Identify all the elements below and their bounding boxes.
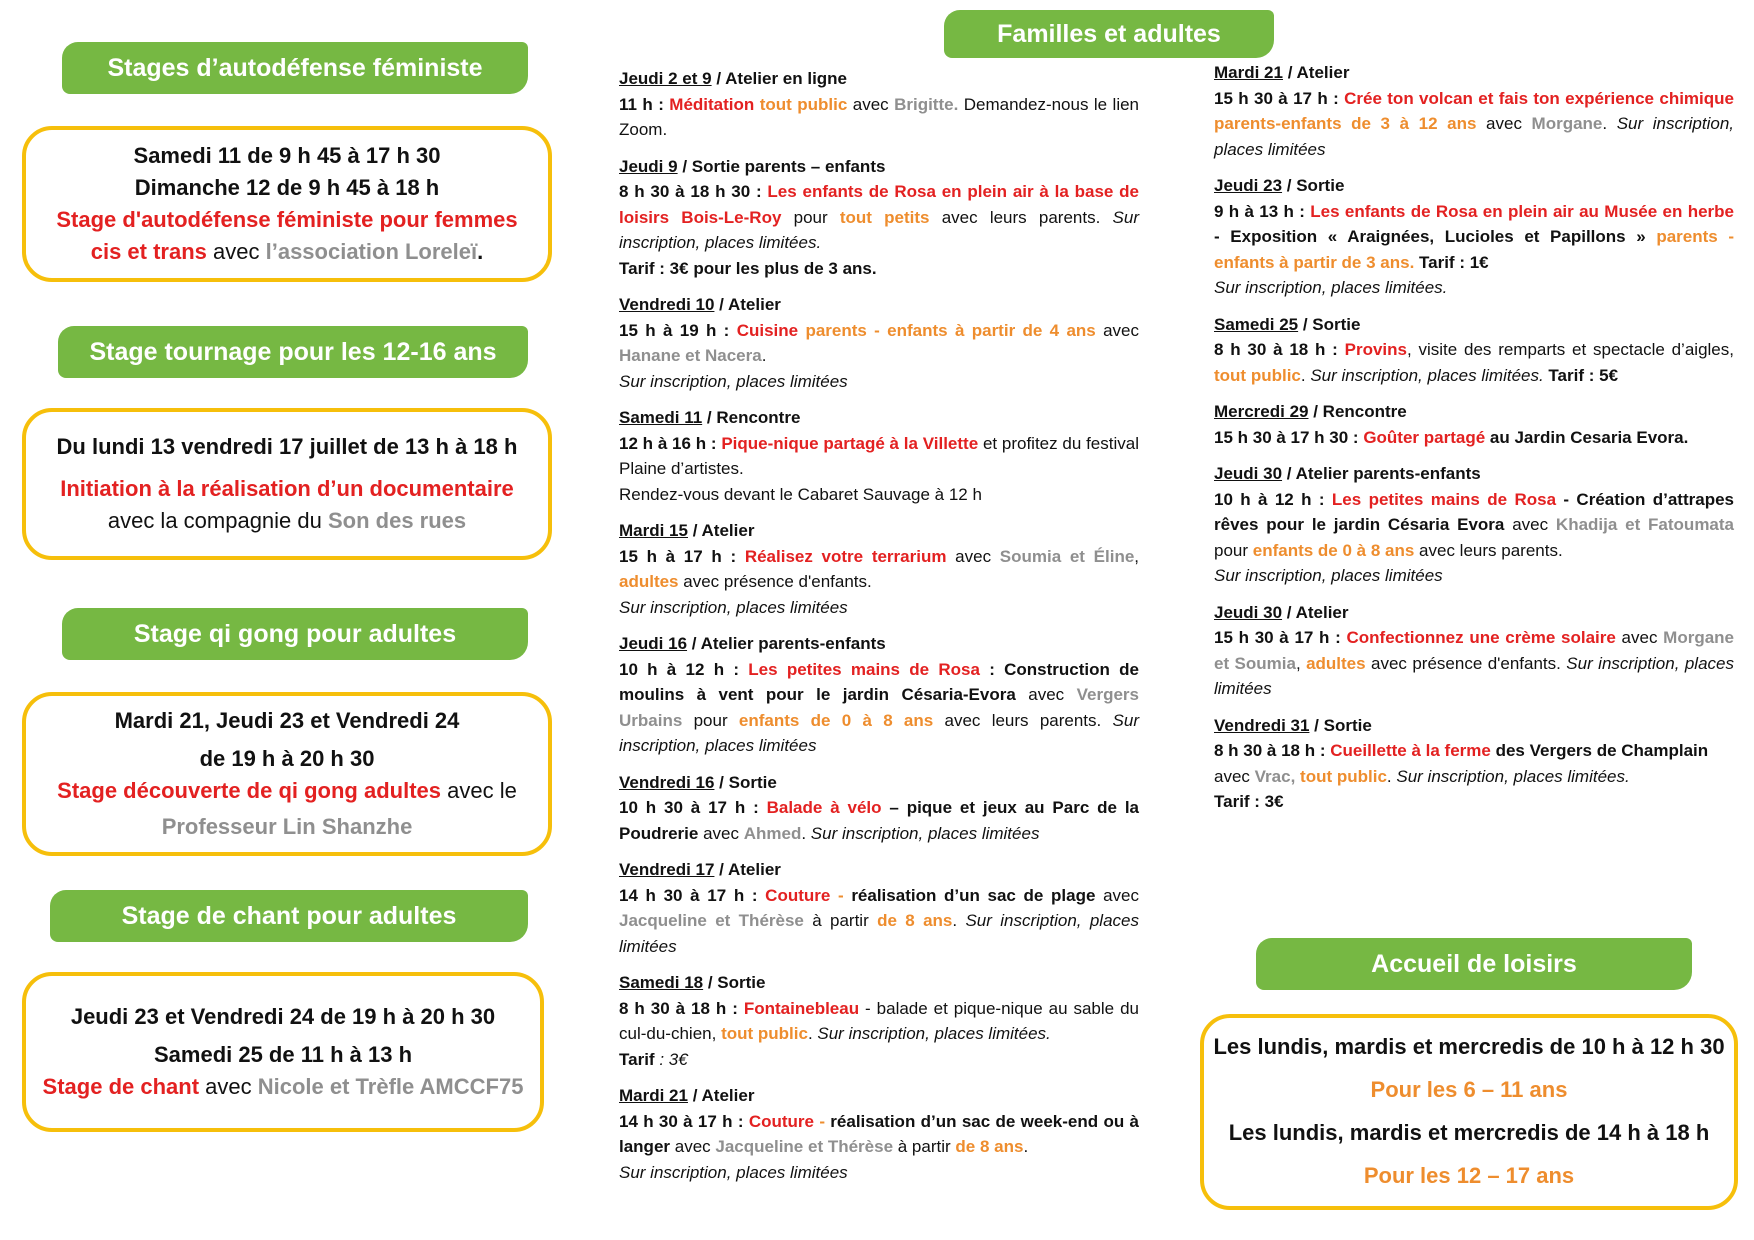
event-heading	[619, 66, 1139, 92]
price: Tarif : 5€	[1543, 365, 1619, 385]
text: réalisation d’un sac de plage	[851, 885, 1096, 905]
text: avec présence d'enfants.	[678, 572, 872, 591]
text: pour	[1214, 540, 1253, 560]
event-heading	[1214, 399, 1734, 425]
event-title: Couture	[765, 885, 831, 905]
registration-note: Sur inscription, places limitées	[619, 371, 848, 391]
event-time: 10 h à 12 h :	[1214, 489, 1332, 509]
event-date: Jeudi 30	[1214, 602, 1283, 622]
event-date: Vendredi 17	[619, 860, 715, 879]
event-date: Mercredi 29	[1214, 402, 1309, 421]
event-body	[1214, 487, 1734, 589]
text: avec leurs parents.	[1414, 540, 1563, 560]
event-kind: / Sortie parents – enfants	[677, 156, 886, 176]
event-title: Réalisez votre terrarium	[744, 546, 947, 566]
text: avec le	[441, 778, 517, 803]
event-body	[619, 883, 1139, 960]
host: Morgane et Soumia	[1214, 628, 1735, 673]
audience: tout public	[1300, 766, 1387, 786]
event-time: 8 h 30 à 18 h 30 :	[619, 182, 768, 201]
line: Du lundi 13 vendredi 17 juillet de 13 h à 18 h	[56, 434, 518, 460]
text: au Jardin Cesaria Evora.	[1485, 427, 1689, 447]
line	[91, 236, 484, 268]
event-body	[619, 544, 1139, 621]
event-body	[619, 92, 1139, 143]
text: Stage découverte de qi gong adultes	[57, 778, 442, 803]
price: Tarif	[619, 1049, 660, 1069]
text: .	[807, 1024, 818, 1043]
event-heading	[619, 405, 1139, 431]
event-title: Confectionnez une crème solaire	[1346, 628, 1616, 647]
banner-qigong: Stage qi gong pour adultes	[62, 608, 528, 660]
event-time: 8 h 30 à 18 h :	[1214, 340, 1345, 359]
line: Initiation à la réalisation d’un documentaire	[60, 476, 514, 502]
text: - Exposition « Araignées, Lucioles et Papillons »	[1214, 227, 1657, 246]
event-entry	[619, 154, 1139, 282]
text: à partir	[893, 1137, 956, 1156]
box-autodefense	[22, 126, 552, 282]
line: Samedi 25 de 11 h à 13 h	[153, 1042, 413, 1068]
text: .	[761, 346, 767, 365]
text: .	[801, 823, 811, 843]
event-body	[619, 996, 1139, 1073]
event-heading	[1214, 173, 1734, 199]
registration-note: Sur inscription, places limitées	[619, 1162, 848, 1182]
price: Tarif : 1€	[1414, 252, 1489, 272]
event-heading	[619, 518, 1139, 544]
event-kind: / Sortie	[714, 772, 777, 792]
audience: de 8 ans	[877, 911, 953, 930]
event-kind: / Sortie	[1298, 314, 1361, 334]
audience: parents - enfants à partir de 3 ans.	[1214, 227, 1734, 272]
event-heading	[1214, 600, 1734, 626]
event-time: 10 h 30 à 17 h :	[619, 798, 767, 817]
registration-note: Sur inscription, places limitées.	[1310, 365, 1544, 385]
event-entry	[619, 1083, 1139, 1185]
line: Dimanche 12 de 9 h 45 à 18 h	[134, 175, 440, 201]
event-time: 15 h à 17 h :	[619, 546, 745, 566]
registration-note: Sur inscription, places limitées	[619, 597, 848, 617]
event-body	[1214, 199, 1734, 301]
event-heading	[619, 770, 1139, 796]
host: Brigitte.	[894, 94, 959, 114]
event-title: Pique-nique partagé à la Villette	[721, 433, 979, 453]
event-entry	[1214, 173, 1734, 301]
event-body	[619, 1109, 1139, 1186]
text: pour	[781, 207, 840, 227]
host: Ahmed	[743, 823, 802, 843]
event-heading	[1214, 312, 1734, 338]
event-title: Provins	[1344, 340, 1407, 359]
text: Stage de chant	[42, 1073, 200, 1099]
text: des Vergers de Champlain	[1490, 741, 1709, 760]
schedule-line: Les lundis, mardis et mercredis de 10 h à 12 h 30	[1213, 1034, 1725, 1060]
event-body	[619, 318, 1139, 395]
text: avec	[1615, 628, 1664, 647]
event-kind: / Atelier	[714, 295, 781, 314]
event-date: Vendredi 10	[619, 295, 715, 314]
event-title: Crée ton volcan et fais ton expérience chimique	[1344, 88, 1734, 108]
text: avec	[1214, 766, 1255, 786]
host: Jacqueline et Thérèse	[715, 1137, 894, 1156]
event-body	[619, 795, 1139, 846]
registration-note: Sur inscription, places limitées.	[1214, 278, 1448, 297]
event-date: Jeudi 16	[619, 634, 688, 653]
events-column-right	[1214, 60, 1734, 826]
registration-note: Sur inscription, places limitées	[810, 823, 1040, 843]
text: avec	[946, 546, 1000, 566]
event-kind: / Atelier	[714, 860, 781, 879]
registration-note: Sur inscription, places limitées	[619, 710, 1139, 755]
event-time: 15 h 30 à 17 h 30 :	[1214, 427, 1364, 447]
audience: enfants de 0 à 8 ans	[1252, 540, 1415, 560]
event-date: Samedi 11	[619, 408, 703, 427]
text: avec la compagnie du	[107, 507, 328, 533]
event-title: Cueillette à la ferme	[1330, 741, 1491, 760]
event-kind: / Atelier en ligne	[711, 69, 848, 88]
event-title: Les petites mains de Rosa	[1331, 489, 1557, 509]
event-kind: / Sortie	[1309, 715, 1372, 735]
event-date: Jeudi 2 et 9	[619, 69, 712, 88]
line: Jeudi 23 et Vendredi 24 de 19 h à 20 h 30	[70, 1004, 496, 1030]
registration-note: Sur inscription, places limitées.	[619, 207, 1139, 252]
host: Hanane et Nacera	[619, 346, 762, 365]
event-time: 14 h 30 à 17 h :	[619, 1111, 749, 1131]
age-group: Pour les 6 – 11 ans	[1370, 1077, 1568, 1103]
box-accueil	[1200, 1014, 1738, 1210]
event-time: 15 h 30 à 17 h :	[1214, 88, 1345, 108]
text: - Création d’attrapes rêves pour le jardin Césaria Evora	[1214, 489, 1734, 534]
partner-name: Son des rues	[327, 507, 467, 533]
host: Vrac	[1254, 766, 1291, 786]
event-date: Jeudi 9	[619, 156, 678, 176]
event-body	[1214, 738, 1734, 815]
text: avec leurs parents.	[929, 207, 1113, 227]
text: avec	[199, 1073, 258, 1099]
text: cis et trans	[90, 238, 207, 264]
event-title: Couture	[748, 1111, 814, 1131]
text: -	[830, 885, 852, 905]
text: avec	[1476, 114, 1532, 133]
event-body	[1214, 337, 1734, 388]
box-chant	[22, 972, 544, 1132]
event-time: 9 h à 13 h :	[1214, 201, 1311, 221]
line: Samedi 11 de 9 h 45 à 17 h 30	[133, 143, 441, 169]
event-heading	[1214, 461, 1734, 487]
event-body	[619, 657, 1139, 759]
text: .	[1023, 1137, 1029, 1156]
banner-tournage: Stage tournage pour les 12-16 ans	[58, 326, 528, 378]
event-heading	[1214, 60, 1734, 86]
event-heading	[619, 154, 1139, 180]
text: ,	[1134, 546, 1140, 566]
price: Tarif : 3€ pour les plus de 3 ans.	[619, 258, 877, 278]
registration-note: Sur inscription, places limitées.	[1396, 766, 1630, 786]
price: Tarif : 3€	[1214, 792, 1284, 811]
line	[43, 1071, 524, 1103]
audience: adultes	[619, 572, 679, 591]
text: pour	[682, 710, 739, 730]
event-entry	[619, 631, 1139, 759]
event-entry	[1214, 461, 1734, 589]
event-kind: / Sortie	[1282, 176, 1345, 195]
host: Soumia et Éline	[999, 546, 1135, 566]
registration-note: Sur inscription, places limitées	[619, 911, 1139, 956]
event-title: Goûter partagé	[1363, 427, 1486, 447]
audience: tout public	[721, 1024, 808, 1043]
text: réalisation d’un sac de week-end ou à langer	[619, 1111, 1139, 1156]
event-heading	[619, 292, 1139, 318]
event-title: Les enfants de Rosa en plein air à la base de loisirs Bois-Le-Roy	[619, 182, 1139, 227]
event-date: Vendredi 31	[1214, 715, 1310, 735]
event-date: Mardi 15	[619, 521, 688, 540]
event-date: Mardi 21	[619, 1086, 688, 1105]
event-heading	[619, 1083, 1139, 1109]
text: et profitez du festival Plaine d’artistes.	[619, 433, 1139, 478]
host: Vergers Urbains	[619, 685, 1139, 730]
event-date: Jeudi 30	[1214, 464, 1283, 483]
event-entry	[1214, 713, 1734, 815]
event-title: Les petites mains de Rosa	[748, 659, 980, 679]
registration-note: Sur inscription, places limitées.	[817, 1024, 1051, 1043]
event-time: 15 h 30 à 17 h :	[1214, 628, 1347, 647]
registration-note: Sur inscription, places limitées	[1214, 566, 1443, 585]
text: .	[1602, 114, 1617, 133]
event-date: Jeudi 23	[1214, 176, 1283, 195]
event-time: 10 h à 12 h :	[619, 659, 749, 679]
text: .	[477, 238, 484, 264]
text: avec présence d'enfants.	[1365, 653, 1567, 673]
event-time: 8 h 30 à 18 h :	[619, 998, 744, 1018]
event-body	[1214, 625, 1734, 702]
text: avec	[1015, 685, 1077, 704]
event-body	[1214, 86, 1734, 163]
host: Khadija et Fatoumata	[1555, 515, 1735, 534]
event-entry	[619, 770, 1139, 847]
text: – pique et jeux au Parc de la Poudrerie	[619, 798, 1139, 843]
events-column-middle	[619, 66, 1139, 1196]
price: : 3€	[659, 1049, 688, 1069]
event-kind: / Atelier parents-enfants	[687, 634, 886, 653]
text: avec	[1095, 885, 1139, 905]
line	[57, 775, 517, 807]
text: .	[952, 911, 966, 930]
text: avec	[1095, 320, 1140, 340]
registration-note: Sur inscription, places limitées	[1214, 653, 1734, 698]
text: - balade et pique-nique au sable du cul-du-chien,	[619, 998, 1139, 1043]
event-time: 14 h 30 à 17 h :	[619, 885, 766, 905]
banner-accueil: Accueil de loisirs	[1256, 938, 1692, 990]
event-kind: / Atelier	[1282, 63, 1350, 82]
partner-name: Nicole et Trèfle AMCCF75	[257, 1073, 524, 1099]
partner-name: Professeur Lin Shanzhe	[161, 813, 413, 839]
text: avec leurs parents.	[933, 710, 1113, 730]
banner-autodefense: Stages d’autodéfense féministe	[62, 42, 528, 94]
event-date: Mardi 21	[1214, 63, 1283, 82]
event-time: 11 h :	[619, 94, 670, 114]
event-title: Les enfants de Rosa en plein air au Musée en herbe	[1310, 201, 1734, 221]
event-entry	[619, 66, 1139, 143]
event-date: Samedi 18	[619, 973, 704, 992]
event-title: Fontainebleau	[743, 998, 860, 1018]
event-heading	[619, 970, 1139, 996]
audience: tout public	[1214, 365, 1301, 385]
line	[108, 505, 466, 537]
event-kind: / Atelier parents-enfants	[1282, 464, 1481, 483]
text: avec	[1504, 515, 1556, 534]
event-title: Méditation	[669, 94, 755, 114]
event-entry	[619, 405, 1139, 507]
event-entry	[619, 857, 1139, 959]
partner-name: l’association Loreleï	[265, 238, 478, 264]
registration-note: Sur inscription, places limitées	[1214, 114, 1735, 159]
text: avec	[847, 94, 895, 114]
text: ,	[1295, 653, 1307, 673]
event-title: Cuisine	[736, 320, 799, 340]
host: Jacqueline et Thérèse	[619, 911, 804, 930]
audience: de 8 ans	[955, 1137, 1024, 1156]
event-entry	[1214, 399, 1734, 450]
schedule-line: Les lundis, mardis et mercredis de 14 h à 18 h	[1228, 1120, 1710, 1145]
audience: parents-enfants de 3 à 12 ans	[1214, 114, 1477, 133]
audience: tout petits	[839, 207, 930, 227]
text: avec	[206, 238, 266, 264]
event-heading	[619, 631, 1139, 657]
text: .	[1300, 365, 1311, 385]
audience: enfants de 0 à 8 ans	[738, 710, 934, 730]
event-entry	[619, 518, 1139, 620]
audience: parents - enfants à partir de 4 ans	[805, 320, 1096, 340]
text: avec	[698, 823, 744, 843]
event-kind: / Atelier	[687, 521, 755, 540]
event-entry	[619, 970, 1139, 1072]
event-entry	[1214, 600, 1734, 702]
event-date: Samedi 25	[1214, 314, 1299, 334]
event-kind: / Atelier	[687, 1086, 755, 1105]
event-heading	[1214, 713, 1734, 739]
event-title: Balade à vélo	[766, 798, 882, 817]
event-kind: / Rencontre	[1308, 402, 1407, 421]
event-heading	[619, 857, 1139, 883]
text: Rendez-vous devant le Cabaret Sauvage à 12 h	[619, 484, 982, 504]
event-entry	[1214, 312, 1734, 389]
host: Morgane	[1531, 114, 1603, 133]
banner-familles: Familles et adultes	[944, 10, 1274, 58]
event-body	[619, 179, 1139, 281]
audience: adultes	[1306, 653, 1366, 673]
event-time: 12 h à 16 h :	[619, 433, 722, 453]
event-entry	[1214, 60, 1734, 162]
text: à partir	[803, 911, 878, 930]
audience: tout public	[759, 94, 848, 114]
event-kind: / Atelier	[1282, 602, 1349, 622]
text: , visite des remparts et spectacle d’aigles,	[1406, 340, 1734, 359]
text: .	[1386, 766, 1397, 786]
banner-chant: Stage de chant pour adultes	[50, 890, 528, 942]
line: Mardi 21, Jeudi 23 et Vendredi 24	[114, 708, 460, 734]
event-body	[619, 431, 1139, 508]
event-date: Vendredi 16	[619, 772, 715, 792]
line: de 19 h à 20 h 30	[199, 746, 375, 772]
text: Demandez-nous le lien Zoom.	[619, 94, 1140, 139]
box-qigong	[22, 692, 552, 856]
line: Stage d'autodéfense féministe pour femmes	[56, 207, 518, 232]
event-kind: / Rencontre	[702, 408, 801, 427]
text: avec	[670, 1137, 716, 1156]
box-tournage	[22, 408, 552, 560]
text: -	[814, 1111, 831, 1131]
event-kind: / Sortie	[703, 973, 766, 992]
text: : Construction de moulins à vent pour le jardin Césaria-Evora	[619, 659, 1139, 704]
text: ,	[1290, 766, 1301, 786]
event-body	[1214, 425, 1734, 451]
age-group: Pour les 12 – 17 ans	[1363, 1162, 1575, 1188]
event-time: 15 h à 19 h :	[619, 320, 737, 340]
event-entry	[619, 292, 1139, 394]
event-time: 8 h 30 à 18 h :	[1214, 741, 1331, 760]
